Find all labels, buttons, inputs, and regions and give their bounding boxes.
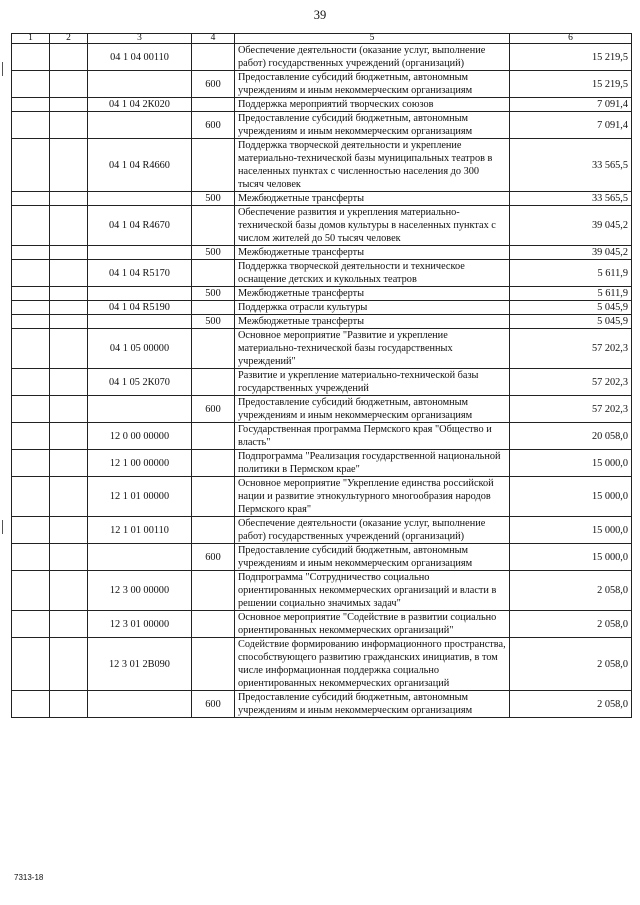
amount: 15 000,0 — [510, 450, 632, 477]
target-article-code: 12 1 00 00000 — [88, 450, 192, 477]
amount: 2 058,0 — [510, 638, 632, 691]
cell-col-2 — [50, 192, 88, 206]
amount: 20 058,0 — [510, 423, 632, 450]
amount: 5 045,9 — [510, 315, 632, 329]
target-article-code: 12 3 00 00000 — [88, 571, 192, 611]
target-article-code: 04 1 05 2К070 — [88, 369, 192, 396]
margin-mark — [2, 62, 3, 76]
target-article-code — [88, 71, 192, 98]
cell-col-2 — [50, 477, 88, 517]
target-article-code — [88, 396, 192, 423]
target-article-code — [88, 544, 192, 571]
expense-type-code: 500 — [192, 246, 235, 260]
cell-col-2 — [50, 369, 88, 396]
table-row — [12, 192, 632, 206]
item-description: Межбюджетные трансферты — [235, 192, 510, 206]
amount: 39 045,2 — [510, 206, 632, 246]
cell-col-2 — [50, 98, 88, 112]
cell-col-2 — [50, 638, 88, 691]
column-header-6: 6 — [510, 34, 632, 44]
table-row — [12, 139, 632, 192]
table-row — [12, 396, 632, 423]
item-description: Предоставление субсидий бюджетным, автономным учреждениям и иным некоммерческим организациям — [235, 544, 510, 571]
target-article-code: 04 1 04 R5190 — [88, 301, 192, 315]
target-article-code — [88, 112, 192, 139]
amount: 15 000,0 — [510, 544, 632, 571]
expense-type-code: 600 — [192, 396, 235, 423]
target-article-code — [88, 315, 192, 329]
amount: 57 202,3 — [510, 329, 632, 369]
cell-col-2 — [50, 450, 88, 477]
item-description: Основное мероприятие "Содействие в развитии социально ориентированных некоммерческих организаций" — [235, 611, 510, 638]
target-article-code: 12 3 01 00000 — [88, 611, 192, 638]
expense-type-code: 500 — [192, 315, 235, 329]
cell-col-1 — [12, 246, 50, 260]
expense-type-code — [192, 44, 235, 71]
amount: 33 565,5 — [510, 139, 632, 192]
amount: 2 058,0 — [510, 571, 632, 611]
table-row — [12, 315, 632, 329]
cell-col-1 — [12, 396, 50, 423]
target-article-code — [88, 192, 192, 206]
expense-type-code: 600 — [192, 71, 235, 98]
amount: 2 058,0 — [510, 611, 632, 638]
cell-col-1 — [12, 98, 50, 112]
cell-col-1 — [12, 638, 50, 691]
item-description: Обеспечение развития и укрепления материально-технической базы домов культуры в населенных пунктах с числом жителей до 50 тысяч человек — [235, 206, 510, 246]
margin-mark — [2, 520, 3, 534]
target-article-code: 04 1 04 R5170 — [88, 260, 192, 287]
expense-type-code: 600 — [192, 691, 235, 718]
expense-type-code: 500 — [192, 287, 235, 301]
item-description: Предоставление субсидий бюджетным, автономным учреждениям и иным некоммерческим организациям — [235, 71, 510, 98]
amount: 15 000,0 — [510, 477, 632, 517]
expense-type-code — [192, 423, 235, 450]
cell-col-2 — [50, 691, 88, 718]
expense-type-code: 600 — [192, 112, 235, 139]
table-row — [12, 301, 632, 315]
table-row — [12, 450, 632, 477]
expense-type-code — [192, 329, 235, 369]
table-row — [12, 638, 632, 691]
cell-col-1 — [12, 517, 50, 544]
budget-table — [11, 33, 632, 718]
target-article-code: 04 1 05 00000 — [88, 329, 192, 369]
expense-type-code — [192, 450, 235, 477]
table-header-row — [12, 34, 632, 44]
table-row — [12, 691, 632, 718]
table-row — [12, 71, 632, 98]
cell-col-2 — [50, 315, 88, 329]
item-description: Развитие и укрепление материально-технической базы государственных учреждений — [235, 369, 510, 396]
table-row — [12, 44, 632, 71]
document-code: 7313-18 — [14, 873, 44, 882]
page-number: 39 — [313, 8, 327, 22]
target-article-code: 12 0 00 00000 — [88, 423, 192, 450]
table-row — [12, 112, 632, 139]
cell-col-2 — [50, 246, 88, 260]
column-header-3: 3 — [88, 34, 192, 44]
amount: 15 000,0 — [510, 517, 632, 544]
cell-col-1 — [12, 450, 50, 477]
cell-col-1 — [12, 611, 50, 638]
expense-type-code — [192, 517, 235, 544]
item-description: Предоставление субсидий бюджетным, автономным учреждениям и иным некоммерческим организациям — [235, 112, 510, 139]
cell-col-1 — [12, 260, 50, 287]
expense-type-code — [192, 638, 235, 691]
item-description: Содействие формированию информационного пространства, способствующего развитию гражданских инициатив, в том числе информационная поддержка социально ориентированных некоммерческих организаций — [235, 638, 510, 691]
item-description: Предоставление субсидий бюджетным, автономным учреждениям и иным некоммерческим организациям — [235, 396, 510, 423]
expense-type-code: 500 — [192, 192, 235, 206]
amount: 39 045,2 — [510, 246, 632, 260]
amount: 33 565,5 — [510, 192, 632, 206]
expense-type-code — [192, 301, 235, 315]
table-row — [12, 571, 632, 611]
table-row — [12, 329, 632, 369]
cell-col-2 — [50, 423, 88, 450]
cell-col-2 — [50, 206, 88, 246]
cell-col-1 — [12, 112, 50, 139]
cell-col-1 — [12, 71, 50, 98]
table-row — [12, 611, 632, 638]
item-description: Поддержка отрасли культуры — [235, 301, 510, 315]
item-description: Обеспечение деятельности (оказание услуг, выполнение работ) государственных учреждений (организаций) — [235, 517, 510, 544]
amount: 5 611,9 — [510, 260, 632, 287]
target-article-code: 04 1 04 R4660 — [88, 139, 192, 192]
amount: 5 045,9 — [510, 301, 632, 315]
cell-col-2 — [50, 329, 88, 369]
cell-col-1 — [12, 44, 50, 71]
cell-col-1 — [12, 369, 50, 396]
cell-col-2 — [50, 260, 88, 287]
expense-type-code — [192, 206, 235, 246]
cell-col-2 — [50, 287, 88, 301]
table-row — [12, 517, 632, 544]
item-description: Подпрограмма "Реализация государственной национальной политики в Пермском крае" — [235, 450, 510, 477]
cell-col-1 — [12, 315, 50, 329]
table-row — [12, 369, 632, 396]
item-description: Обеспечение деятельности (оказание услуг, выполнение работ) государственных учреждений (организаций) — [235, 44, 510, 71]
cell-col-2 — [50, 396, 88, 423]
target-article-code: 04 1 04 2К020 — [88, 98, 192, 112]
cell-col-2 — [50, 544, 88, 571]
cell-col-1 — [12, 423, 50, 450]
column-header-5: 5 — [235, 34, 510, 44]
cell-col-2 — [50, 301, 88, 315]
target-article-code: 12 1 01 00000 — [88, 477, 192, 517]
cell-col-1 — [12, 544, 50, 571]
target-article-code — [88, 246, 192, 260]
table-row — [12, 98, 632, 112]
cell-col-2 — [50, 571, 88, 611]
cell-col-1 — [12, 301, 50, 315]
amount: 57 202,3 — [510, 396, 632, 423]
amount: 7 091,4 — [510, 112, 632, 139]
expense-type-code — [192, 139, 235, 192]
cell-col-1 — [12, 192, 50, 206]
table-row — [12, 260, 632, 287]
item-description: Поддержка мероприятий творческих союзов — [235, 98, 510, 112]
item-description: Предоставление субсидий бюджетным, автономным учреждениям и иным некоммерческим организациям — [235, 691, 510, 718]
amount: 57 202,3 — [510, 369, 632, 396]
cell-col-2 — [50, 112, 88, 139]
amount: 15 219,5 — [510, 71, 632, 98]
cell-col-1 — [12, 287, 50, 301]
amount: 2 058,0 — [510, 691, 632, 718]
cell-col-1 — [12, 139, 50, 192]
column-header-4: 4 — [192, 34, 235, 44]
target-article-code: 12 1 01 00110 — [88, 517, 192, 544]
item-description: Межбюджетные трансферты — [235, 246, 510, 260]
expense-type-code — [192, 369, 235, 396]
amount: 7 091,4 — [510, 98, 632, 112]
cell-col-2 — [50, 611, 88, 638]
table-row — [12, 206, 632, 246]
cell-col-1 — [12, 571, 50, 611]
table-row — [12, 246, 632, 260]
table-row — [12, 423, 632, 450]
table-row — [12, 287, 632, 301]
expense-type-code — [192, 611, 235, 638]
target-article-code — [88, 287, 192, 301]
cell-col-1 — [12, 691, 50, 718]
cell-col-1 — [12, 477, 50, 517]
cell-col-2 — [50, 139, 88, 192]
item-description: Поддержка творческой деятельности и техническое оснащение детских и кукольных театров — [235, 260, 510, 287]
target-article-code — [88, 691, 192, 718]
expense-type-code — [192, 260, 235, 287]
target-article-code: 04 1 04 00110 — [88, 44, 192, 71]
expense-type-code — [192, 571, 235, 611]
item-description: Подпрограмма "Сотрудничество социально ориентированных некоммерческих организаций и власти в решении социально значимых задач" — [235, 571, 510, 611]
item-description: Поддержка творческой деятельности и укрепление материально-технической базы муниципальных театров в населенных пунктах с численностью населения до 300 тысяч человек — [235, 139, 510, 192]
item-description: Межбюджетные трансферты — [235, 287, 510, 301]
item-description: Государственная программа Пермского края "Общество и власть" — [235, 423, 510, 450]
item-description: Основное мероприятие "Развитие и укрепление материально-технической базы государственных учреждений" — [235, 329, 510, 369]
table-row — [12, 544, 632, 571]
amount: 5 611,9 — [510, 287, 632, 301]
cell-col-1 — [12, 329, 50, 369]
cell-col-2 — [50, 71, 88, 98]
expense-type-code — [192, 98, 235, 112]
amount: 15 219,5 — [510, 44, 632, 71]
expense-type-code: 600 — [192, 544, 235, 571]
table-body — [12, 44, 632, 718]
column-header-2: 2 — [50, 34, 88, 44]
item-description: Основное мероприятие "Укрепление единства российской нации и развитие этнокультурного многообразия народов Пермского края" — [235, 477, 510, 517]
table-row — [12, 477, 632, 517]
target-article-code: 04 1 04 R4670 — [88, 206, 192, 246]
cell-col-2 — [50, 517, 88, 544]
target-article-code: 12 3 01 2В090 — [88, 638, 192, 691]
item-description: Межбюджетные трансферты — [235, 315, 510, 329]
cell-col-1 — [12, 206, 50, 246]
cell-col-2 — [50, 44, 88, 71]
column-header-1: 1 — [12, 34, 50, 44]
expense-type-code — [192, 477, 235, 517]
